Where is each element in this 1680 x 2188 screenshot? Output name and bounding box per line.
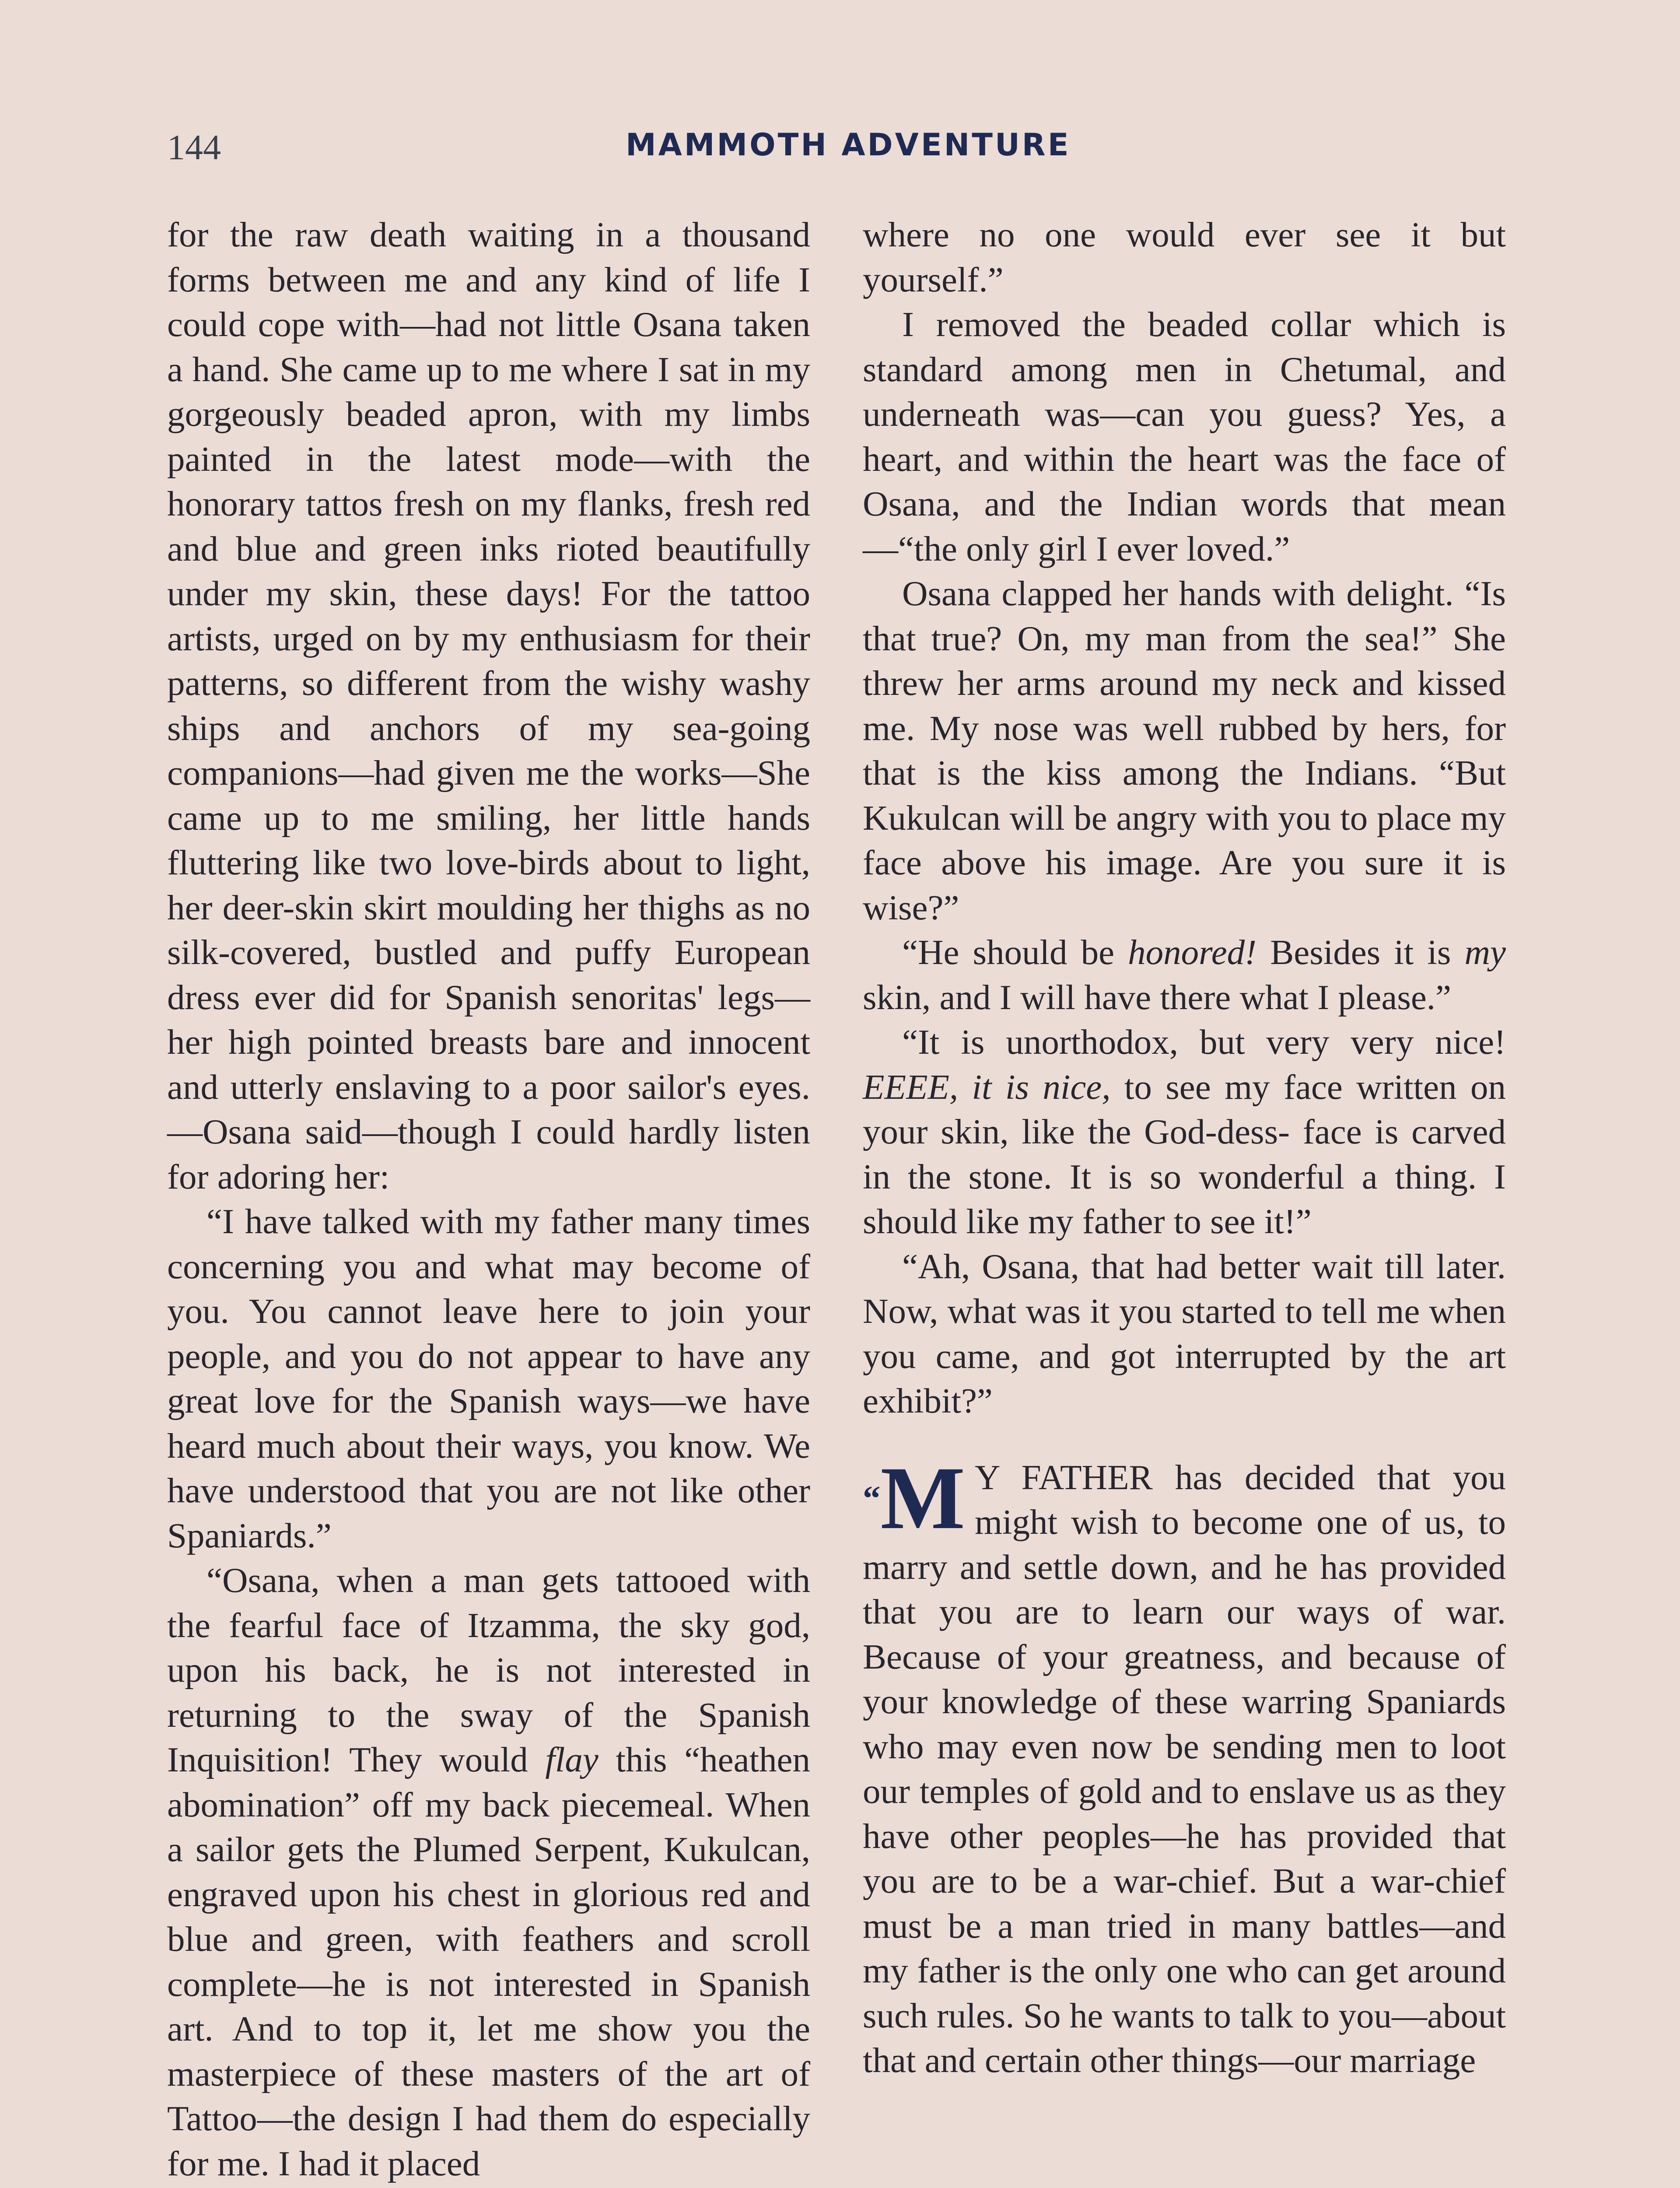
left-paragraph-3: [167, 1558, 810, 2186]
left-column: [167, 212, 810, 2186]
page-number: 144: [167, 127, 221, 167]
right-paragraph-4-text-a: “He should be: [902, 933, 1128, 972]
drop-cap-quote: “: [863, 1478, 881, 1518]
right-paragraph-6: “Ah, Osana, that had better wait till later. Now, what was it you started to tell me when you came, and got interrupted by the art exhibit?”: [863, 1246, 1506, 1420]
left-paragraph-3-text-a: “Osana, when a man gets tattooed with the fearful face of Itzamma, the sky god, upon his back, he is not interested in returning to the sway of the Spanish Inquisition! They would: [167, 1560, 810, 1779]
left-paragraph-3-text-b: this “heathen abomination” off my back piecemeal. When a sailor gets the Plumed Serpent, Kukulcan, engraved upon his chest in glorious red and blue and green, with feathers and scroll complete—he is not interested in Spanish art. And to top it, let me show you the masterpiece of these masters of the art of Tattoo—the design I had them do especially for me. I had it placed: [167, 1740, 811, 2183]
right-paragraph-7: [863, 1448, 1506, 2083]
right-paragraph-4: [863, 930, 1506, 1020]
right-paragraph-1: where no one would ever see it but yourself.”: [863, 215, 1506, 299]
small-caps-lead: Y FATHER: [975, 1457, 1153, 1497]
right-paragraph-5: [863, 1020, 1506, 1244]
left-paragraph-1: for the raw death waiting in a thousand forms between me and any kind of life I could cope with—had not little Osana taken a hand. She came up to me where I sat in my gorgeously beaded apron, with my limbs painted in the latest mode—with the honorary tattos fresh on my flanks, fresh red and blue and green inks rioted beautifully under my skin, these days! For the tattoo artists, urged on by my enthusiasm for their patterns, so different from the wishy washy ships and anchors of my sea-going companions—had given me the works—She came up to me smiling, her little hands fluttering like two love-birds about to light, her deer-skin skirt moulding her thighs as no silk-covered, bustled and puffy European dress ever did for Spanish senoritas' legs—her high pointed breasts bare and innocent and utterly enslaving to a poor sailor's eyes.—Osana said—though I could hardly listen for adoring her:: [167, 215, 810, 1196]
right-paragraph-5-italic: EEEE, it is nice,: [863, 1067, 1111, 1107]
right-paragraph-4-italic-2: my: [1464, 933, 1506, 972]
right-paragraph-5-text-a: “It is unorthodox, but very very nice!: [902, 1022, 1506, 1062]
right-paragraph-4-text-b: Besides it is: [1256, 933, 1465, 972]
drop-cap: [863, 1448, 965, 1548]
drop-cap-letter: M: [880, 1448, 965, 1548]
page-header: [0, 127, 1680, 175]
right-paragraph-3: Osana clapped her hands with delight. “Is that true? On, my man from the sea!” She threw her arms around my neck and kissed me. My nose was well rubbed by hers, for that is the kiss among the Indians. “But Kukulcan will be angry with you to place my face above his image. Are you sure it is wise?”: [863, 574, 1506, 927]
left-paragraph-3-italic: flay: [545, 1740, 598, 1779]
right-paragraph-2: I removed the beaded collar which is standard among men in Chetumal, and underneath was—can you guess? Yes, a heart, and within the heart was the face of Osana, and the Indian words that mean—“the only girl I ever loved.”: [863, 305, 1506, 568]
running-title: MAMMOTH ADVENTURE: [626, 127, 1071, 163]
right-paragraph-5-text-b: to see my face written on your skin, like the God-dess- face is carved in the stone. It is so wonderful a thing. I should like my father to see it!”: [863, 1067, 1506, 1241]
right-column: [863, 212, 1506, 2083]
right-paragraph-4-italic-1: honored!: [1128, 933, 1257, 972]
left-paragraph-2: “I have talked with my father many times concerning you and what may become of you. You cannot leave here to join your people, and you do not appear to have any great love for the Spanish ways—we have heard much about their ways, you know. We have understood that you are not like other Spaniards.”: [167, 1202, 810, 1555]
right-paragraph-4-text-c: skin, and I will have there what I please.”: [863, 977, 1452, 1017]
right-paragraph-7-text: has decided that you might wish to become one of us, to marry and settle down, and he has provided that you are to learn our ways of war. Because of your greatness, and because of your knowledge of these warring Spaniards who may even now be sending men to loot our temples of gold and to enslave us as they have other peoples—he has provided that you are to be a war-chief. But a war-chief must be a man tried in many battles—and my father is the only one who can get around such rules. So he wants to talk to you—about that and certain other things—our marriage: [863, 1457, 1506, 2080]
